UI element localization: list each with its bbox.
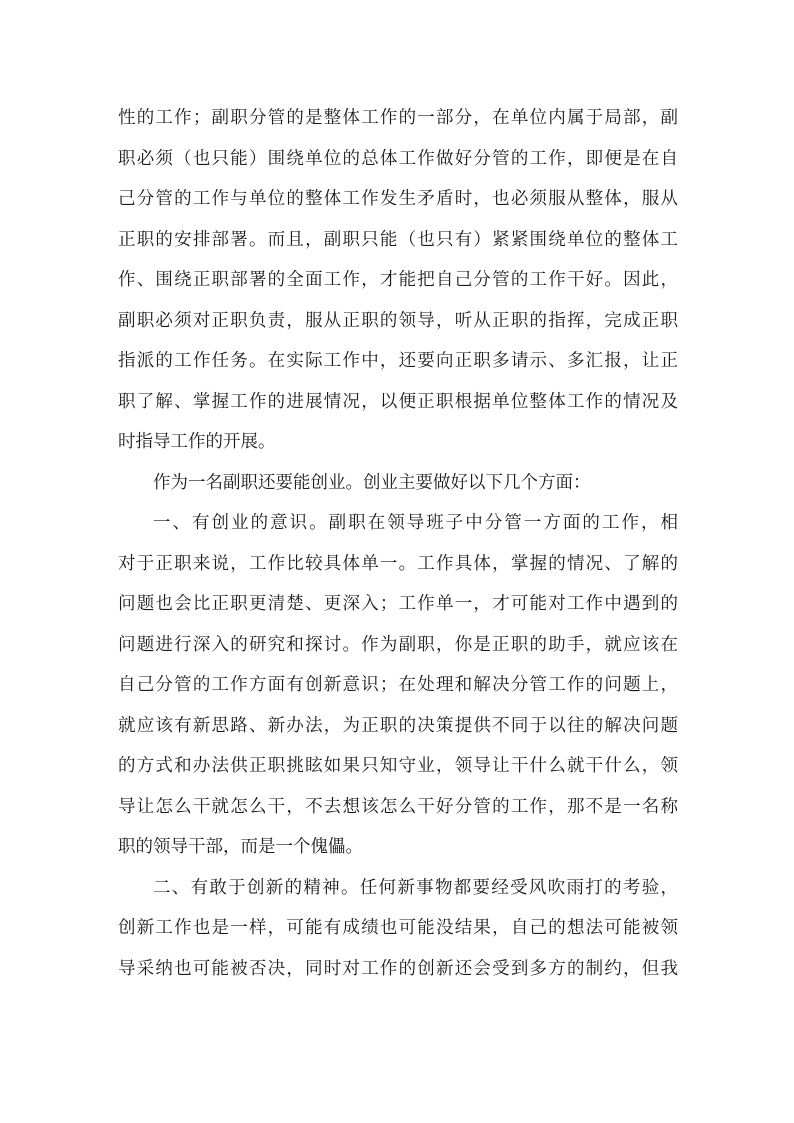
text-line: 副职必须对正职负责，服从正职的领导，听从正职的指挥，完成正职 bbox=[118, 310, 678, 331]
text-line: 自己分管的工作方面有创新意识；在处理和解决分管工作的问题上， bbox=[118, 675, 678, 695]
text-line: 一、有创业的意识。副职在领导班子中分管一方面的工作，相 bbox=[153, 513, 678, 533]
text-line: 性的工作；副职分管的是整体工作的一部分，在单位内属于局部，副 bbox=[118, 108, 678, 128]
text-line: 己分管的工作与单位的整体工作发生矛盾时，也必须服从整体，服从 bbox=[118, 189, 678, 209]
text-line: 指派的工作任务。在实际工作中，还要向正职多请示、多汇报，让正 bbox=[118, 351, 678, 371]
text-line: 问题进行深入的研究和探讨。作为副职，你是正职的助手，就应该在 bbox=[118, 634, 678, 655]
text-line: 时指导工作的开展。 bbox=[118, 432, 276, 452]
text-line: 二、有敢于创新的精神。任何新事物都要经受风吹雨打的考验， bbox=[153, 877, 678, 898]
text-line: 的方式和办法供正职挑眩如果只知守业，领导让干什么就干什么，领 bbox=[118, 756, 678, 776]
text-line: 导让怎么干就怎么干，不去想该怎么干好分管的工作，那不是一名称 bbox=[118, 796, 678, 817]
text-line: 创新工作也是一样，可能有成绩也可能没结果，自己的想法可能被领 bbox=[118, 918, 678, 938]
text-line: 职必须（也只能）围绕单位的总体工作做好分管的工作，即便是在自 bbox=[118, 148, 678, 169]
text-line: 问题也会比正职更清楚、更深入；工作单一，才可能对工作中遇到的 bbox=[118, 594, 678, 614]
body-text bbox=[118, 98, 678, 989]
text-line: 导采纳也可能被否决，同时对工作的创新还会受到多方的制约，但我 bbox=[118, 958, 678, 979]
text-line: 职了解、掌握工作的进展情况，以便正职根据单位整体工作的情况及 bbox=[118, 391, 678, 412]
text-line: 作、围绕正职部署的全面工作，才能把自己分管的工作干好。因此， bbox=[118, 270, 678, 290]
text-line: 就应该有新思路、新办法，为正职的决策提供不同于以往的解决问题 bbox=[118, 715, 678, 736]
text-line: 职的领导干部，而是一个傀儡。 bbox=[118, 837, 363, 857]
text-line: 对于正职来说，工作比较具体单一。工作具体，掌握的情况、了解的 bbox=[118, 553, 678, 574]
text-line: 作为一名副职还要能创业。创业主要做好以下几个方面： bbox=[153, 472, 591, 493]
text-line: 正职的安排部署。而且，副职只能（也只有）紧紧围绕单位的整体工 bbox=[118, 229, 678, 250]
